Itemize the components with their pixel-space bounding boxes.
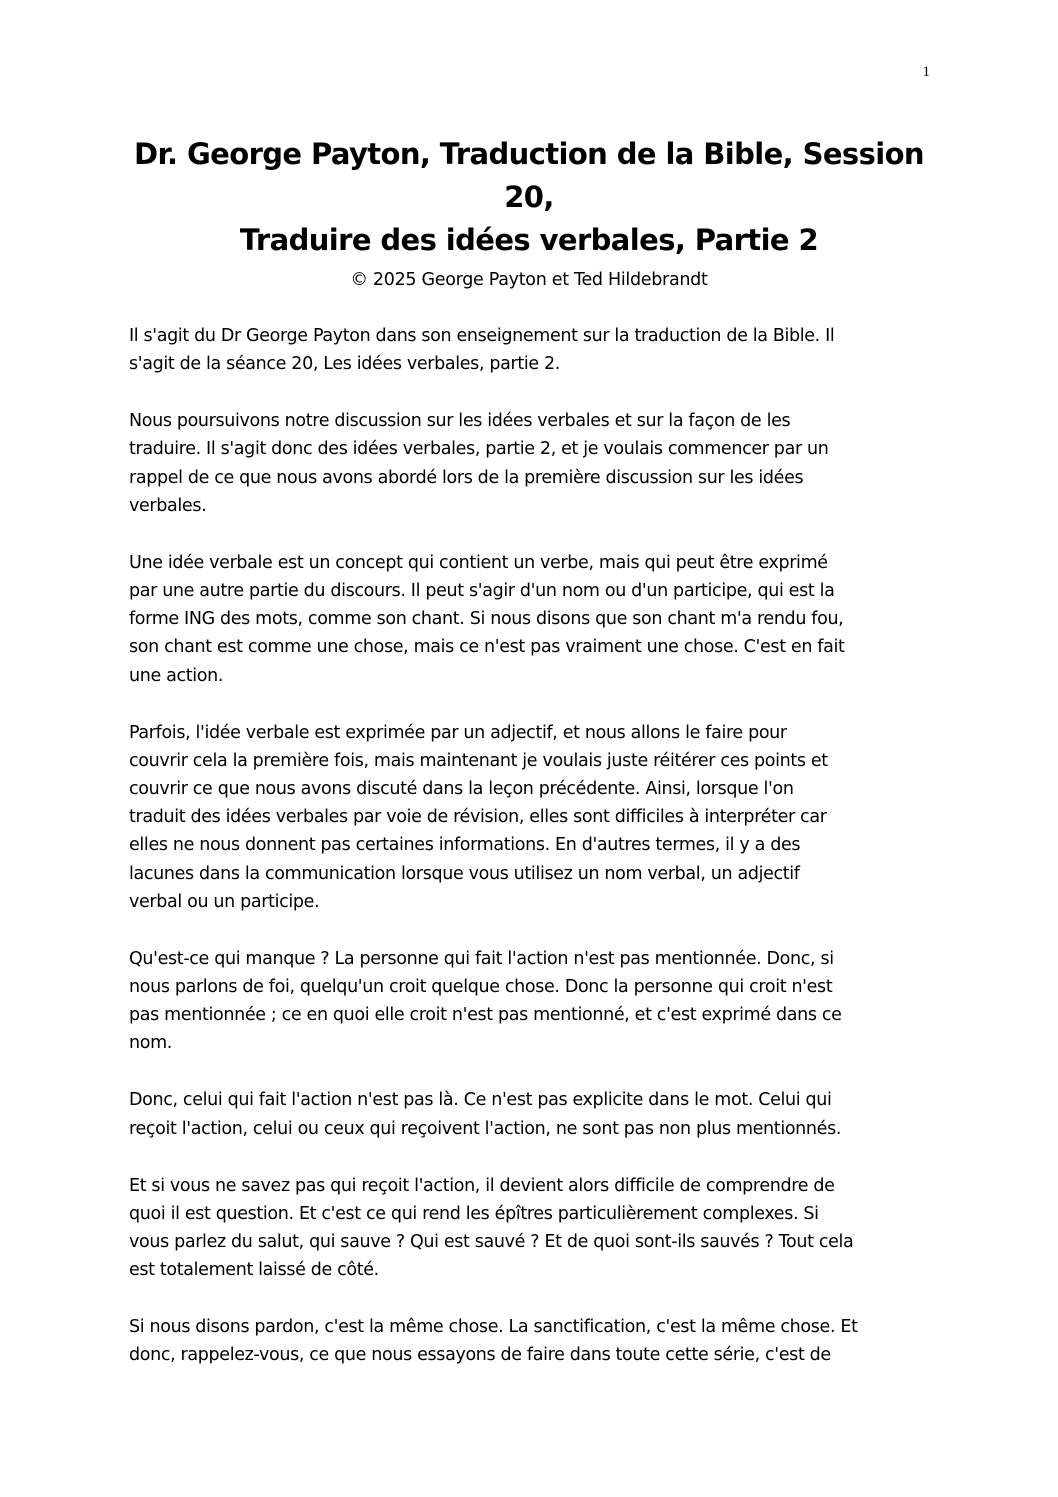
paragraph-line: s'agit de la séance 20, Les idées verbales, partie 2. xyxy=(129,354,560,375)
paragraph-line: Et si vous ne savez pas qui reçoit l'action, il devient alors difficile de comprendre de xyxy=(129,1175,835,1196)
paragraph-line: Si nous disons pardon, c'est la même chose. La sanctification, c'est la même chose. Et xyxy=(129,1317,858,1338)
paragraph-line: traduit des idées verbales par voie de révision, elles sont difficiles à interpréter car xyxy=(129,807,827,828)
paragraph-1 xyxy=(129,322,929,378)
document-body xyxy=(129,322,929,1398)
paragraph-7 xyxy=(129,1172,929,1285)
paragraph-line: est totalement laissé de côté. xyxy=(129,1260,379,1281)
document-title xyxy=(129,133,929,262)
paragraph-line: son chant est comme une chose, mais ce n'est pas vraiment une chose. C'est en fait xyxy=(129,637,845,658)
paragraph-line: Qu'est-ce qui manque ? La personne qui fait l'action n'est pas mentionnée. Donc, si xyxy=(129,948,834,969)
copyright-notice: © 2025 George Payton et Ted Hildebrandt xyxy=(350,270,708,290)
paragraph-line: quoi il est question. Et c'est ce qui rend les épîtres particulièrement complexes. Si xyxy=(129,1203,819,1224)
title-line-1: Dr. George Payton, Traduction de la Bible, Session xyxy=(134,137,924,171)
paragraph-5 xyxy=(129,945,929,1058)
paragraph-line: Nous poursuivons notre discussion sur les idées verbales et sur la façon de les xyxy=(129,411,791,432)
paragraph-line: vous parlez du salut, qui sauve ? Qui est sauvé ? Et de quoi sont-ils sauvés ? Tout cela xyxy=(129,1232,854,1253)
paragraph-line: verbales. xyxy=(129,495,207,516)
title-line-3: Traduire des idées verbales, Partie 2 xyxy=(239,223,819,257)
paragraph-3 xyxy=(129,549,929,690)
paragraph-line: reçoit l'action, celui ou ceux qui reçoivent l'action, ne sont pas non plus mentionnés. xyxy=(129,1118,842,1139)
paragraph-line: pas mentionnée ; ce en quoi elle croit n'est pas mentionné, et c'est exprimé dans ce xyxy=(129,1005,842,1026)
paragraph-4 xyxy=(129,719,929,916)
paragraph-line: donc, rappelez-vous, ce que nous essayons de faire dans toute cette série, c'est de xyxy=(129,1345,831,1366)
paragraph-line: Une idée verbale est un concept qui contient un verbe, mais qui peut être exprimé xyxy=(129,552,828,573)
title-line-2: 20, xyxy=(504,180,554,214)
paragraph-line: nom. xyxy=(129,1033,173,1054)
paragraph-line: elles ne nous donnent pas certaines informations. En d'autres termes, il y a des xyxy=(129,835,801,856)
paragraph-line: nous parlons de foi, quelqu'un croit quelque chose. Donc la personne qui croit n'est xyxy=(129,977,833,998)
paragraph-2 xyxy=(129,407,929,520)
paragraph-8 xyxy=(129,1313,929,1369)
paragraph-line: lacunes dans la communication lorsque vous utilisez un nom verbal, un adjectif xyxy=(129,863,800,884)
paragraph-6 xyxy=(129,1086,929,1142)
paragraph-line: une action. xyxy=(129,665,224,686)
paragraph-line: traduire. Il s'agit donc des idées verbales, partie 2, et je voulais commencer par un xyxy=(129,439,829,460)
paragraph-line: par une autre partie du discours. Il peut s'agir d'un nom ou d'un participe, qui est la xyxy=(129,581,835,602)
paragraph-line: couvrir ce que nous avons discuté dans la leçon précédente. Ainsi, lorsque l'on xyxy=(129,779,794,800)
paragraph-line: verbal ou un participe. xyxy=(129,891,320,912)
paragraph-line: Il s'agit du Dr George Payton dans son enseignement sur la traduction de la Bible. Il xyxy=(129,326,835,346)
page-number: 1 xyxy=(922,64,930,80)
paragraph-line: Donc, celui qui fait l'action n'est pas là. Ce n'est pas explicite dans le mot. Celui qui xyxy=(129,1090,832,1111)
paragraph-line: forme ING des mots, comme son chant. Si nous disons que son chant m'a rendu fou, xyxy=(129,609,844,630)
paragraph-line: Parfois, l'idée verbale est exprimée par un adjectif, et nous allons le faire pour xyxy=(129,722,787,743)
paragraph-line: couvrir cela la première fois, mais maintenant je voulais juste réitérer ces points et xyxy=(129,750,828,771)
paragraph-line: rappel de ce que nous avons abordé lors de la première discussion sur les idées xyxy=(129,467,804,488)
